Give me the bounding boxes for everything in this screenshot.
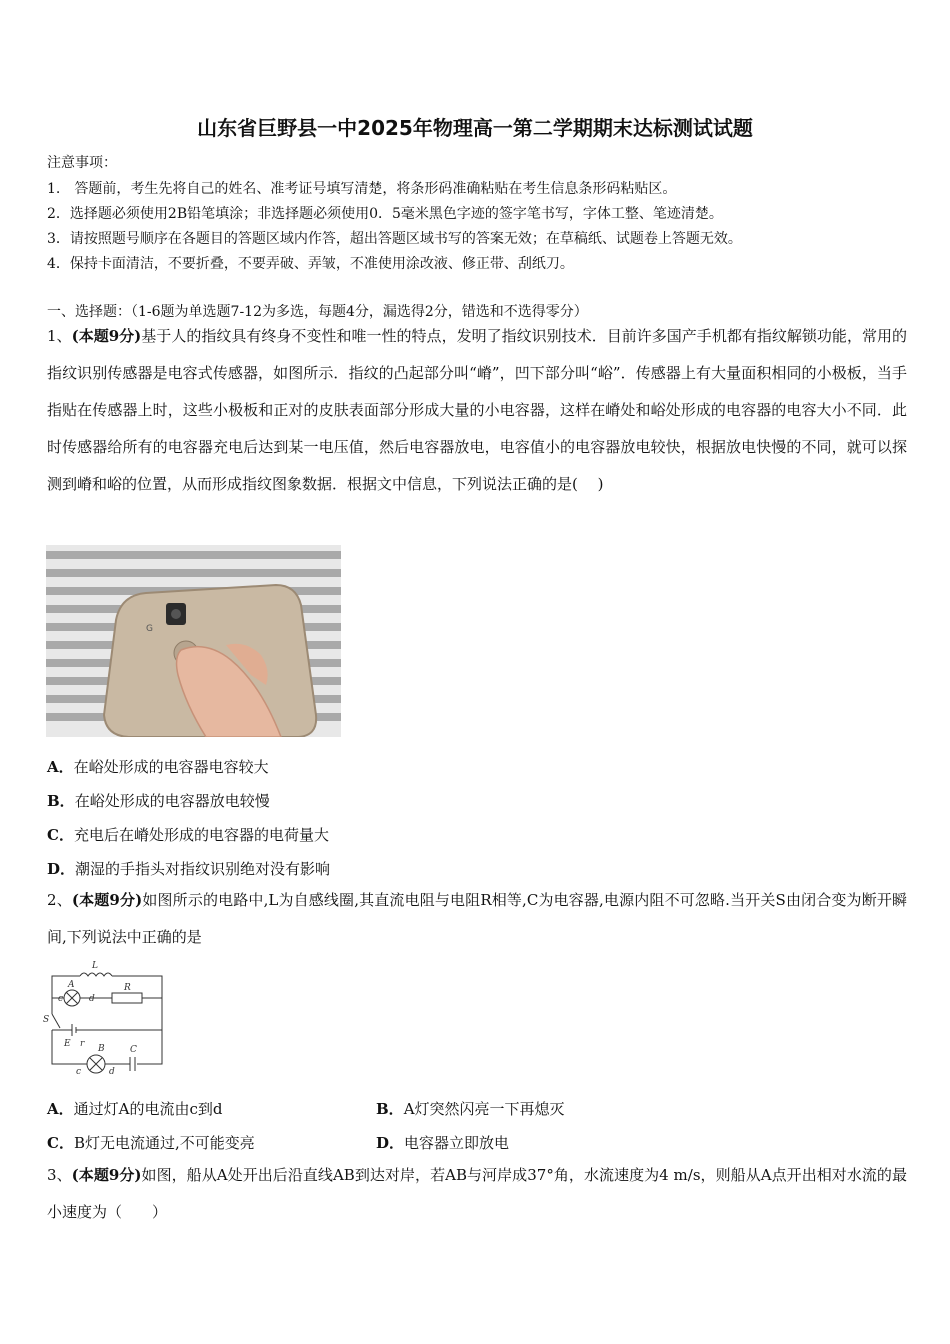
svg-text:G: G <box>146 624 153 634</box>
label-R: R <box>124 983 131 993</box>
label-d-top: d <box>89 994 95 1004</box>
q2-option-b: B．A灯突然闪亮一下再熄灭 <box>376 1100 565 1118</box>
circuit-diagram <box>42 958 172 1080</box>
notice-heading: 注意事项： <box>47 155 117 171</box>
q1-option-d: D．潮湿的手指头对指纹识别绝对没有影响 <box>47 860 331 878</box>
phone-photo-illustration <box>46 545 341 737</box>
label-S: S <box>43 1015 50 1025</box>
label-L: L <box>92 961 98 971</box>
q1-option-b: B．在峪处形成的电容器放电较慢 <box>47 792 270 810</box>
notice-item-1: 1. 答题前，考生先将自己的姓名、准考证号填写清楚，将条形码准确粘贴在考生信息条形码粘贴区。 <box>47 181 677 197</box>
fingerprint-phone-image <box>46 545 341 737</box>
q2-option-a: A．通过灯A的电流由c到d <box>47 1100 223 1118</box>
question-2 <box>47 882 907 956</box>
label-B: B <box>98 1044 105 1054</box>
circuit-svg <box>42 958 172 1080</box>
q2-option-c: C．B灯无电流通过,不可能变亮 <box>47 1134 255 1152</box>
notice-item-4: 4．保持卡面清洁，不要折叠，不要弄破、弄皱，不准使用涂改液、修正带、刮纸刀。 <box>47 256 574 272</box>
question-2-number: 2、 <box>47 891 72 909</box>
section-heading: 一、选择题：（1-6题为单选题7-12为多选，每题4分，漏选得2分，错选和不选得零分） <box>47 304 588 320</box>
label-A: A <box>68 980 75 990</box>
question-1-number: 1、 <box>47 327 72 345</box>
label-C: C <box>130 1045 137 1055</box>
notice-item-3: 3．请按照题号顺序在各题目的答题区域内作答，超出答题区域书写的答案无效；在草稿纸、试题卷上答题无效。 <box>47 231 742 247</box>
question-2-text: 如图所示的电路中,L为自感线圈,其直流电阻与电阻R相等,C为电容器,电源内阻不可忽略.当开关S由闭合变为断开瞬间,下列说法中正确的是 <box>47 891 907 946</box>
label-c-top: c <box>58 994 64 1004</box>
question-3-number: 3、 <box>47 1166 72 1184</box>
label-c-bottom: c <box>76 1067 82 1077</box>
question-3 <box>47 1157 907 1231</box>
label-E: E <box>64 1039 71 1049</box>
q2-option-d: D．电容器立即放电 <box>376 1134 510 1152</box>
q1-option-a: A．在峪处形成的电容器电容较大 <box>47 758 269 776</box>
question-3-tag: (本题9分) <box>71 1166 142 1184</box>
question-1 <box>47 318 907 503</box>
question-2-tag: (本题9分) <box>71 891 143 909</box>
q1-option-c: C．充电后在嵴处形成的电容器的电荷量大 <box>47 826 329 844</box>
label-d-bottom: d <box>109 1067 115 1077</box>
question-1-text: 基于人的指纹具有终身不变性和唯一性的特点，发明了指纹识别技术．目前许多国产手机都有指纹解锁功能，常用的指纹识别传感器是电容式传感器，如图所示．指纹的凸起部分叫“嵴”，凹下部分叫“峪”．传感器上有大量面积相同的小极板，当手指贴在传感器上时，这些小极板和正对的皮肤表面部分形成大量的小电容器，这样在嵴处和峪处形成的电容器的电容大小不同．此时传感器给所有的电容器充电后达到某一电压值，然后电容器放电，电容值小的电容器放电较快，根据放电快慢的不同，就可以探测到嵴和峪的位置，从而形成指纹图象数据．根据文中信息，下列说法正确的是( ) <box>47 327 907 493</box>
notice-item-2: 2．选择题必须使用2B铅笔填涂；非选择题必须使用0．5毫米黑色字迹的签字笔书写，字体工整、笔迹清楚。 <box>47 206 723 222</box>
label-r: r <box>80 1039 85 1049</box>
question-3-text: 如图，船从A处开出后沿直线AB到达对岸，若AB与河岸成37°角，水流速度为4 m/s，则船从A点开出相对水流的最小速度为（ ） <box>47 1166 907 1221</box>
page-title: 山东省巨野县一中2025年物理高一第二学期期末达标测试试题 <box>197 116 753 140</box>
question-1-tag: (本题9分) <box>71 327 142 345</box>
